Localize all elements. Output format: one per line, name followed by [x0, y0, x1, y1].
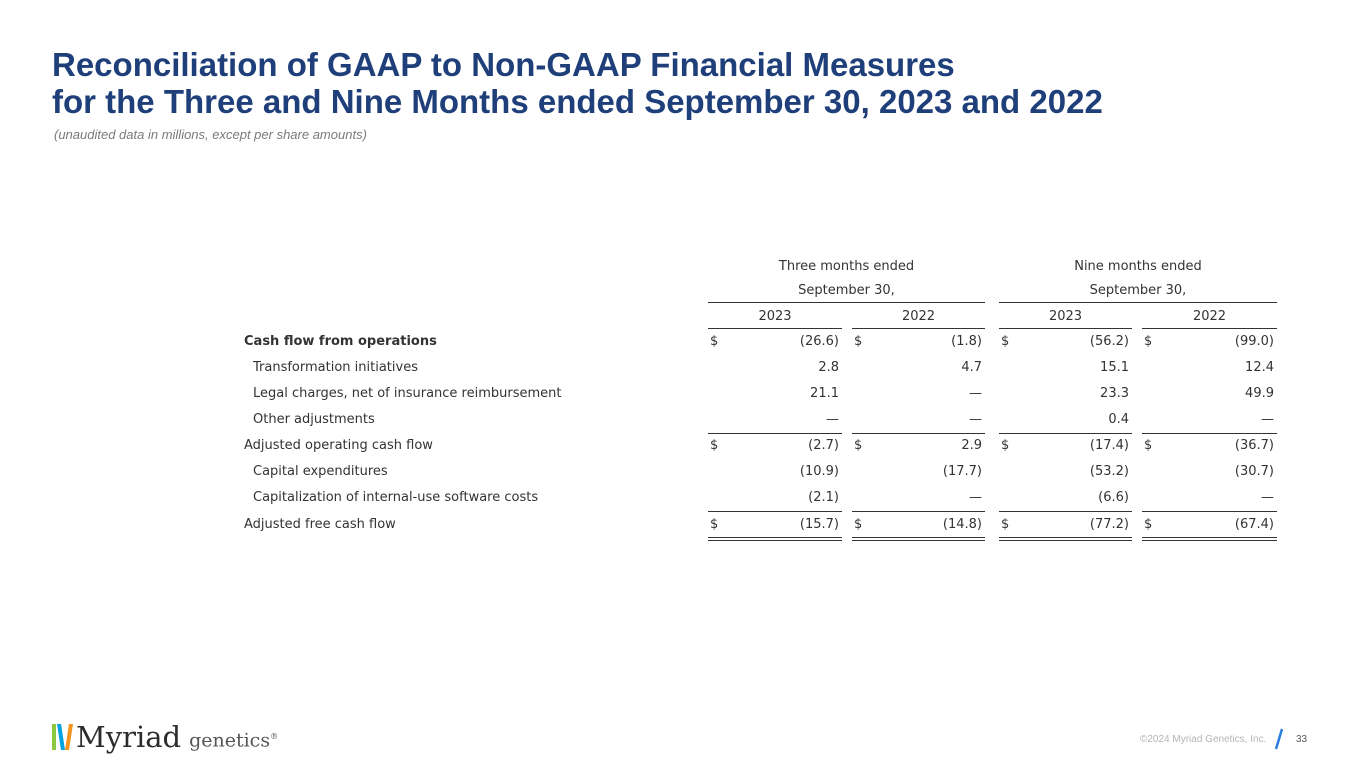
- currency-symbol: $: [854, 438, 863, 453]
- table-value: (6.6): [1098, 490, 1129, 505]
- currency-symbol: $: [854, 334, 863, 349]
- slash-divider-icon: [1272, 728, 1286, 750]
- copyright-notice: ©2024 Myriad Genetics, Inc.: [1140, 734, 1267, 745]
- year-rule: [1142, 328, 1277, 329]
- table-value: (10.9): [799, 464, 839, 479]
- group-header-line1: Three months ended: [778, 259, 915, 274]
- table-value: (2.7): [808, 438, 839, 453]
- group-header-line1: Nine months ended: [1074, 259, 1202, 274]
- group-header-rule: [999, 302, 1277, 303]
- table-value: (99.0): [1234, 334, 1274, 349]
- table-value: —: [969, 412, 982, 427]
- subtotal-rule: [999, 433, 1132, 434]
- row-label: Capital expenditures: [253, 464, 388, 479]
- table-value: (15.7): [799, 517, 839, 532]
- group-header-line2: September 30,: [1089, 283, 1187, 298]
- total-double-rule: [708, 537, 842, 541]
- title-line-1: Reconciliation of GAAP to Non-GAAP Financial Measures: [52, 46, 955, 83]
- year-header: 2022: [901, 309, 936, 324]
- year-rule: [852, 328, 985, 329]
- total-double-rule: [1142, 537, 1277, 541]
- logo-subword: [189, 725, 278, 752]
- row-label: Other adjustments: [253, 412, 375, 427]
- table-value: (1.8): [951, 334, 982, 349]
- year-rule: [999, 328, 1132, 329]
- subtotal-rule: [852, 433, 985, 434]
- table-value: (53.2): [1089, 464, 1129, 479]
- row-label: Adjusted operating cash flow: [244, 438, 433, 453]
- table-value: 4.7: [961, 360, 982, 375]
- company-logo: [52, 716, 278, 752]
- currency-symbol: $: [710, 438, 719, 453]
- currency-symbol: $: [1001, 517, 1010, 532]
- logo-registered-mark: ®: [270, 731, 279, 741]
- currency-symbol: $: [1001, 334, 1010, 349]
- subtotal-rule: [708, 433, 842, 434]
- currency-symbol: $: [1144, 517, 1153, 532]
- table-value: (14.8): [942, 517, 982, 532]
- table-value: (17.7): [942, 464, 982, 479]
- currency-symbol: $: [1001, 438, 1010, 453]
- table-value: 12.4: [1245, 360, 1274, 375]
- logo-mark-icon: [52, 722, 74, 752]
- subtotal-rule: [852, 511, 985, 512]
- currency-symbol: $: [1144, 334, 1153, 349]
- logo-sub-text: genetics: [189, 729, 271, 751]
- page-number: 33: [1296, 734, 1308, 745]
- logo-wordmark: [76, 722, 181, 752]
- subtotal-rule: [708, 511, 842, 512]
- currency-symbol: $: [710, 517, 719, 532]
- table-value: (26.6): [799, 334, 839, 349]
- table-value: 15.1: [1100, 360, 1129, 375]
- row-label: Capitalization of internal-use software costs: [253, 490, 539, 505]
- row-label: Transformation initiatives: [253, 360, 418, 375]
- table-value: —: [826, 412, 839, 427]
- subtotal-rule: [999, 511, 1132, 512]
- table-value: 2.9: [961, 438, 982, 453]
- group-header-rule: [708, 302, 985, 303]
- row-label: Legal charges, net of insurance reimbursement: [253, 386, 562, 401]
- logo-word-text: Myriad: [76, 720, 182, 754]
- year-header: 2023: [758, 309, 792, 324]
- table-value: —: [1261, 412, 1274, 427]
- page-subtitle: (unaudited data in millions, except per share amounts): [54, 127, 367, 142]
- table-value: 2.8: [818, 360, 839, 375]
- currency-symbol: $: [1144, 438, 1153, 453]
- table-value: (77.2): [1089, 517, 1129, 532]
- page-title: [52, 46, 1332, 120]
- table-value: —: [969, 490, 982, 505]
- total-double-rule: [999, 537, 1132, 541]
- currency-symbol: $: [854, 517, 863, 532]
- total-double-rule: [852, 537, 985, 541]
- year-header: 2022: [1192, 309, 1227, 324]
- group-header-line2: September 30,: [798, 283, 895, 298]
- table-value: (17.4): [1089, 438, 1129, 453]
- table-value: 0.4: [1108, 412, 1129, 427]
- table-value: (2.1): [808, 490, 839, 505]
- table-value: (67.4): [1234, 517, 1274, 532]
- table-value: 49.9: [1245, 386, 1274, 401]
- subtotal-rule: [1142, 511, 1277, 512]
- currency-symbol: $: [710, 334, 719, 349]
- year-rule: [708, 328, 842, 329]
- table-value: (56.2): [1089, 334, 1129, 349]
- table-value: (30.7): [1234, 464, 1274, 479]
- subtotal-rule: [1142, 433, 1277, 434]
- row-label: Adjusted free cash flow: [244, 517, 396, 532]
- table-value: 21.1: [810, 386, 839, 401]
- row-label: Cash flow from operations: [244, 334, 437, 349]
- table-value: 23.3: [1100, 386, 1129, 401]
- table-value: —: [1261, 490, 1274, 505]
- table-value: (36.7): [1234, 438, 1274, 453]
- table-value: —: [969, 386, 982, 401]
- title-line-2: for the Three and Nine Months ended September 30, 2023 and 2022: [52, 83, 1103, 120]
- year-header: 2023: [1048, 309, 1083, 324]
